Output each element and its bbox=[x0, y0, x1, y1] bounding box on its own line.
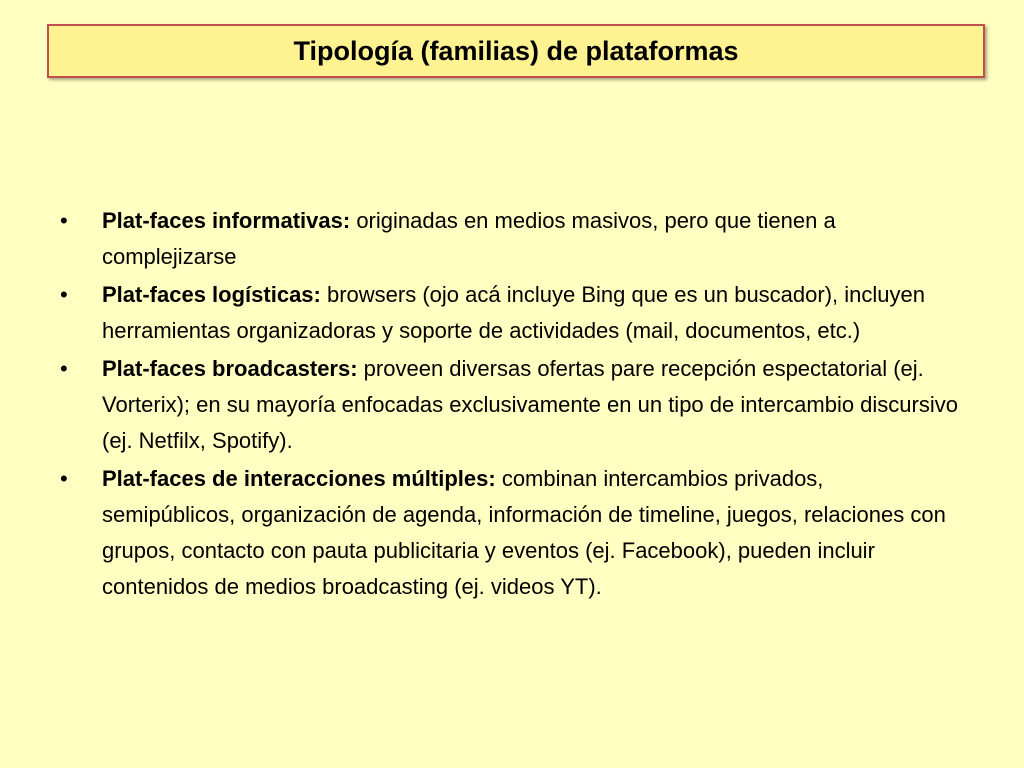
bullet-icon: • bbox=[60, 466, 68, 491]
bullet-list bbox=[60, 203, 960, 605]
title-box bbox=[47, 24, 985, 78]
bullet-text: combinan intercambios privados, semipúblicos, organización de agenda, información de timeline, juegos, relaciones con grupos, contacto con pauta publicitaria y eventos (ej. Facebook), pueden incluir contenidos de medios broadcasting (ej. videos YT). bbox=[102, 466, 946, 599]
bullet-item-broadcasters bbox=[60, 351, 960, 459]
bullet-item-informativas bbox=[60, 203, 960, 275]
bullet-term: Plat-faces informativas: bbox=[102, 208, 351, 233]
bullet-term: Plat-faces de interacciones múltiples: bbox=[102, 466, 496, 491]
bullet-item-logisticas bbox=[60, 277, 960, 349]
bullet-term: Plat-faces broadcasters: bbox=[102, 356, 358, 381]
bullet-text: proveen diversas ofertas pare recepción espectatorial (ej. Vorterix); en su mayoría enfocadas exclusivamente en un tipo de intercambio discursivo (ej. Netfilx, Spotify). bbox=[102, 356, 958, 453]
bullet-text: originadas en medios masivos, pero que tienen a complejizarse bbox=[102, 208, 836, 269]
bullet-icon: • bbox=[60, 356, 68, 381]
slide-title: Tipología (familias) de plataformas bbox=[293, 35, 739, 66]
bullet-icon: • bbox=[60, 282, 68, 307]
bullet-icon: • bbox=[60, 208, 68, 233]
bullet-term: Plat-faces logísticas: bbox=[102, 282, 321, 307]
bullet-item-interacciones-multiples bbox=[60, 461, 960, 605]
bullet-text: browsers (ojo acá incluye Bing que es un buscador), incluyen herramientas organizadoras y soporte de actividades (mail, documentos, etc.) bbox=[102, 282, 925, 343]
bullet-content bbox=[60, 203, 960, 607]
